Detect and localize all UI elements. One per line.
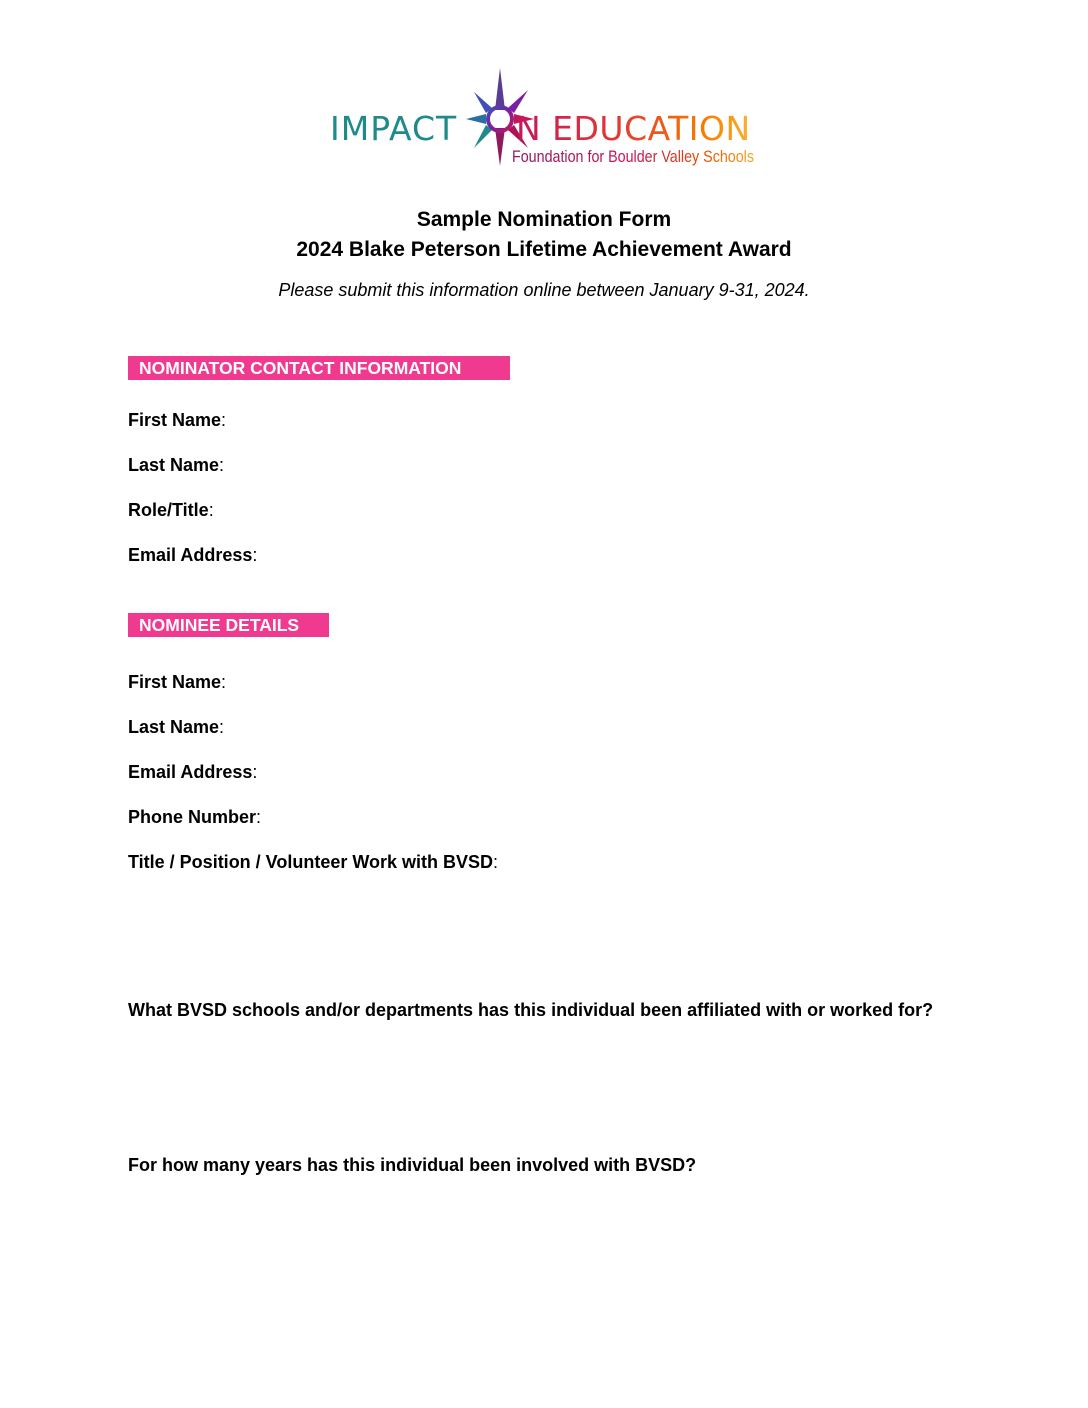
- field-colon: :: [221, 410, 227, 430]
- field-label: First Name: [128, 410, 222, 430]
- field-colon: :: [219, 455, 225, 475]
- field-label: Last Name: [128, 455, 220, 475]
- nominee-last-name-field: [128, 714, 224, 740]
- field-colon: :: [252, 545, 258, 565]
- logo-word-impact: IMPACT: [330, 109, 458, 148]
- title-line-2: 2024 Blake Peterson Lifetime Achievement Award: [296, 238, 792, 261]
- form-title: [0, 205, 1088, 265]
- nominee-phone-field: [128, 804, 261, 830]
- logo-word-education: N EDUCATION: [516, 109, 751, 148]
- question-years-involved: For how many years has this individual been involved with BVSD?: [128, 1155, 697, 1175]
- nominee-title-position-field: [128, 849, 498, 875]
- nominator-last-name-field: [128, 452, 224, 478]
- title-line-1: Sample Nomination Form: [416, 208, 672, 231]
- field-label: Email Address: [128, 762, 253, 782]
- nominator-role-title-field: [128, 497, 214, 523]
- field-colon: :: [221, 672, 227, 692]
- field-label: Title / Position / Volunteer Work with BVSD: [128, 852, 494, 872]
- field-colon: :: [208, 500, 214, 520]
- field-colon: :: [493, 852, 499, 872]
- nominator-email-field: [128, 542, 257, 568]
- nominator-first-name-field: [128, 407, 226, 433]
- field-colon: :: [219, 717, 225, 737]
- field-colon: :: [252, 762, 258, 782]
- field-label: Role/Title: [128, 500, 209, 520]
- field-label: Last Name: [128, 717, 220, 737]
- field-colon: :: [256, 807, 262, 827]
- section-heading-nominator: NOMINATOR CONTACT INFORMATION: [128, 356, 510, 380]
- field-label: Email Address: [128, 545, 253, 565]
- field-label: Phone Number: [128, 807, 257, 827]
- field-label: First Name: [128, 672, 222, 692]
- submission-note: Please submit this information online between January 9-31, 2024.: [278, 280, 810, 300]
- impact-on-education-logo: [330, 66, 760, 170]
- section-heading-nominee: NOMINEE DETAILS: [128, 613, 329, 637]
- nominee-first-name-field: [128, 669, 226, 695]
- question-affiliations: What BVSD schools and/or departments has this individual been affiliated with or worked for?: [128, 1000, 934, 1020]
- nominee-email-field: [128, 759, 257, 785]
- logo-tagline: Foundation for Boulder Valley Schools: [512, 147, 754, 166]
